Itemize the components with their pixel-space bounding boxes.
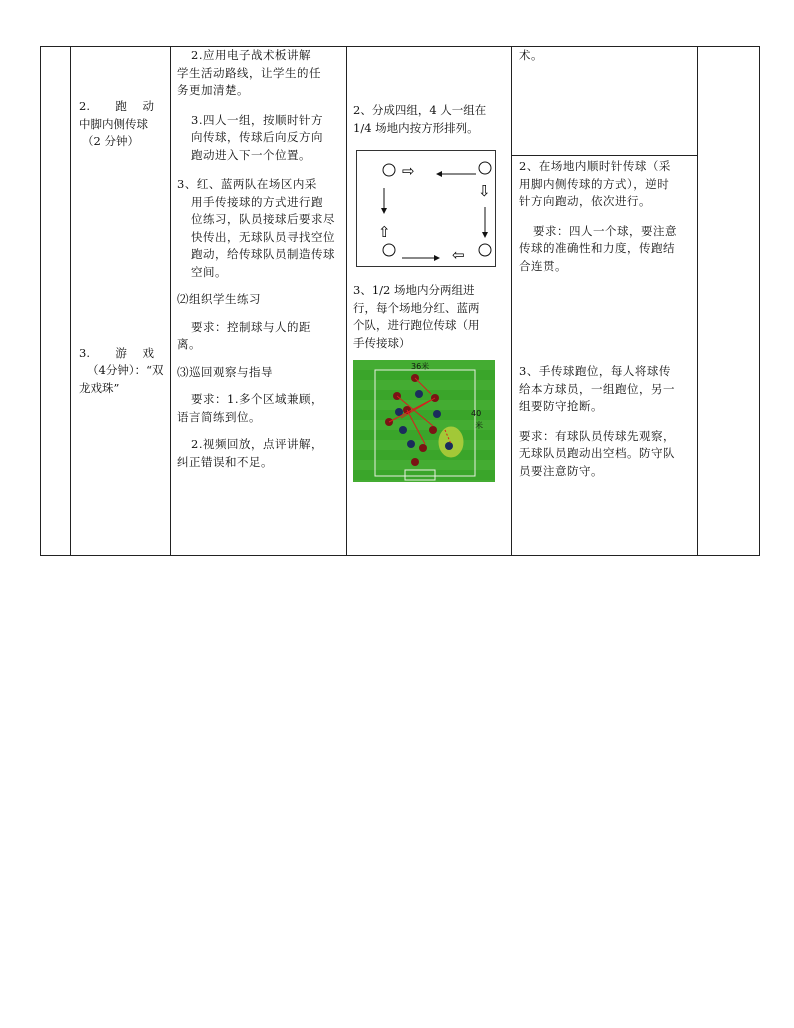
teacher-p2-line2: 向传球，传球后向反方向 <box>191 130 323 144</box>
student-p3-line2: 给本方球员，一组跑位，另一 <box>519 381 675 396</box>
teacher-p5-line1: 要求：控制球与人的距 <box>191 319 311 334</box>
student-p1-line3: 针方向跑动，依次进行。 <box>519 194 651 208</box>
student-p2-line2: 传球的准确性和力度，传跑结 <box>519 241 675 255</box>
teacher-p7-line1: 要求：1.多个区域兼顾， <box>191 392 323 406</box>
square-passing-diagram <box>356 150 496 268</box>
student-p1-line2: 用脚内侧传球的方式），逆时 <box>519 176 670 191</box>
item3-game-name: 龙戏珠” <box>79 380 120 395</box>
field-drill-image <box>353 360 495 482</box>
student-p3-line1: 3、手传球跑位，每人将球传 <box>519 364 671 378</box>
teacher-p3-line3: 位练习，队员接球后要求尽 <box>191 212 335 226</box>
pass-arrow-right-icon: ⇨ <box>402 162 415 180</box>
teacher-p7-line2: 语言简练到位。 <box>177 409 261 424</box>
teacher-p3-line2: 用手传接球的方式进行跑 <box>191 194 323 209</box>
teacher-p4: ⑵组织学生练习 <box>177 292 261 306</box>
item2-duration: （2 分钟） <box>82 134 139 148</box>
org-p1-line1: 2、分成四组，4 人一组在 <box>353 103 487 117</box>
item2-title-line2: 中脚内侧传球 <box>79 116 148 131</box>
highlight-zone <box>439 427 463 457</box>
teacher-p3-line6: 空间。 <box>191 264 227 279</box>
col-student-activity <box>512 47 698 556</box>
pass-arrow-left-icon: ⇦ <box>452 246 465 264</box>
field-length-label: 40 <box>471 409 482 418</box>
col-organization <box>347 47 512 556</box>
col-content <box>71 47 171 556</box>
col-teacher-activity <box>171 47 347 556</box>
item3-title: 游 戏 <box>115 345 160 360</box>
student-p4-line1: 要求：有球队员传球先观察， <box>519 428 675 443</box>
teacher-p1-line3: 务更加清楚。 <box>177 83 249 97</box>
org-p2-line4: 手传接球） <box>353 335 411 350</box>
pass-arrow-down-icon: ⇩ <box>478 182 491 200</box>
teacher-p2-line3: 跑动进入下一个位置。 <box>191 147 311 162</box>
teacher-p6: ⑶巡回观察与指导 <box>177 364 273 379</box>
teacher-p2-line1: 3.四人一组，按顺时针方 <box>191 112 323 127</box>
lesson-plan-table <box>40 46 760 556</box>
item3-duration: （4分钟）：“双 <box>87 363 164 377</box>
teacher-p1-line2: 学生活动路线，让学生的任 <box>177 65 321 80</box>
field-length-unit: 米 <box>475 421 483 430</box>
teacher-p8-line2: 纠正错误和不足。 <box>177 454 273 469</box>
teacher-p5-line2: 离。 <box>177 337 201 351</box>
student-p2-line1: 要求：四人一个球，要注意 <box>533 223 677 238</box>
col-blank-right <box>698 47 760 556</box>
student-p3-line3: 组要防守抢断。 <box>519 399 603 413</box>
teacher-p3-line5: 跑动，给传球队员制造传球 <box>191 247 335 261</box>
item2-number: 2. <box>79 99 90 113</box>
org-p2-line2: 行，每个场地分红、蓝两 <box>353 300 480 315</box>
teacher-p3-line1: 3、红、蓝两队在场区内采 <box>177 177 317 191</box>
student-p1-line1: 2、在场地内顺时针传球（采 <box>519 159 671 173</box>
teacher-p3-line4: 快传出，无球队员寻找空位 <box>191 229 335 244</box>
student-p4-line2: 无球队员跑动出空档。防守队 <box>519 446 675 460</box>
student-p4-line3: 员要注意防守。 <box>519 463 603 478</box>
item3-number: 3. <box>79 345 90 360</box>
student-p0: 术。 <box>519 48 543 62</box>
student-p2-line3: 合连贯。 <box>519 258 567 273</box>
org-p1-line2: 1/4 场地内按方形排列。 <box>353 120 479 135</box>
teacher-p8-line1: 2.视频回放，点评讲解， <box>191 437 323 451</box>
teacher-p1-line1: 2.应用电子战术板讲解 <box>191 48 311 62</box>
item2-title: 跑 动 <box>115 99 160 113</box>
field-width-label: 36米 <box>411 362 430 371</box>
pass-arrow-up-icon: ⇧ <box>378 223 391 241</box>
org-p2-line1: 3、1/2 场地内分两组进 <box>353 283 475 297</box>
col-blank-left <box>41 47 71 556</box>
org-p2-line3: 个队，进行跑位传球（用 <box>353 318 480 332</box>
